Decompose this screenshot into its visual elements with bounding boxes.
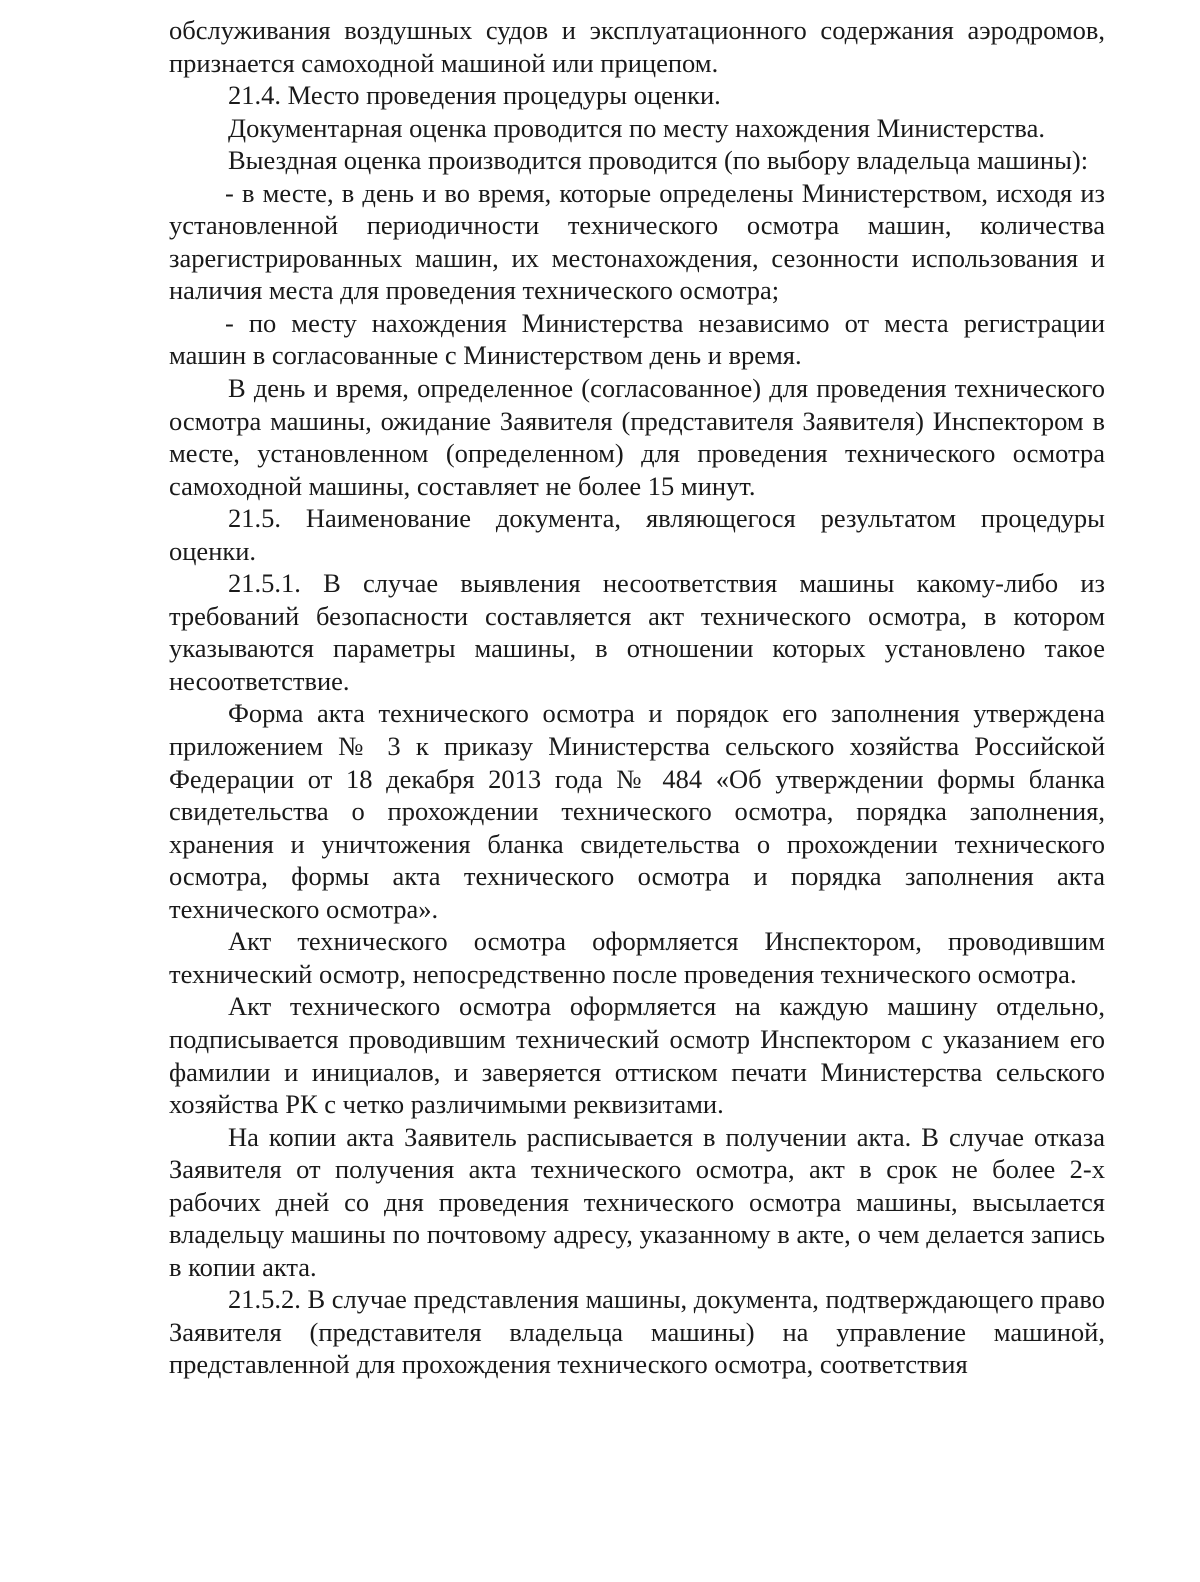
paragraph-waiting-time: В день и время, определенное (согласованное) для проведения технического осмотра машины, ожидание Заявителя (представителя Заявителя) Инспектором в месте, установленном (определенном) для проведения технического осмотра самоходной машины, составляет не более 15 минут.: [169, 373, 1105, 501]
section-21-5-2: 21.5.2. В случае представления машины, документа, подтверждающего право Заявителя (представителя владельца машины) на управление машиной, представленной для прохождения технического осмотра, соответствия: [169, 1284, 1106, 1380]
paragraph-continuation: обслуживания воздушных судов и эксплуатационного содержания аэродромов, признается самоходной машиной или прицепом.: [169, 15, 1105, 78]
section-21-5-1: 21.5.1. В случае выявления несоответствия машины какому-либо из требований безопасности составляется акт технического осмотра, в котором указываются параметры машины, в отношении которых установлено такое несоответствие.: [169, 568, 1105, 696]
paragraph-act-receipt: На копии акта Заявитель расписывается в получении акта. В случае отказа Заявителя от получения акта технического осмотра, акт в срок не более 2-х рабочих дней со дня проведения технического осмотра машины, высылается владельцу машины по почтовому адресу, указанному в акте, о чем делается запись в копии акта.: [169, 1121, 1105, 1282]
list-item-place-and-time: - в месте, в день и во время, которые определены Министерством, исходя из установленной периодичности технического осмотра машин, количества зарегистрированных машин, их местонахождения, сезонности использования и наличия места для проведения технического осмотра;: [169, 177, 1105, 306]
section-21-4-heading: 21.4. Место проведения процедуры оценки.: [228, 80, 721, 111]
paragraph-act-form: Форма акта технического осмотра и порядок его заполнения утверждена приложением № 3 к приказу Министерства сельского хозяйства Российской Федерации от 18 декабря 2013 года № 484 «Об утверждении формы бланка свидетельства о прохождении технического осмотра, порядка заполнения, хранения и уничтожения бланка свидетельства о прохождении технического осмотра, формы акта технического осмотра и порядка заполнения акта технического осмотра».: [169, 698, 1105, 924]
paragraph-act-issuance: Акт технического осмотра оформляется Инспектором, проводившим технический осмотр, непосредственно после проведения технического осмотра.: [169, 926, 1105, 989]
paragraph-act-per-machine: Акт технического осмотра оформляется на каждую машину отдельно, подписывается проводившим технический осмотр Инспектором с указанием его фамилии и инициалов, и заверяется оттиском печати Министерства сельского хозяйства РК с четко различимыми реквизитами.: [169, 991, 1105, 1120]
section-21-5-heading: 21.5. Наименование документа, являющегося результатом процедуры оценки.: [169, 503, 1105, 566]
paragraph-documentary-assessment: Документарная оценка проводится по месту нахождения Министерства.: [228, 112, 1045, 143]
list-item-ministry-location: - по месту нахождения Министерства независимо от места регистрации машин в согласованные с Министерством день и время.: [169, 307, 1105, 371]
document-body: [169, 14, 1105, 1381]
paragraph-onsite-assessment: Выездная оценка производится проводится (по выбору владельца машины):: [228, 145, 1089, 176]
